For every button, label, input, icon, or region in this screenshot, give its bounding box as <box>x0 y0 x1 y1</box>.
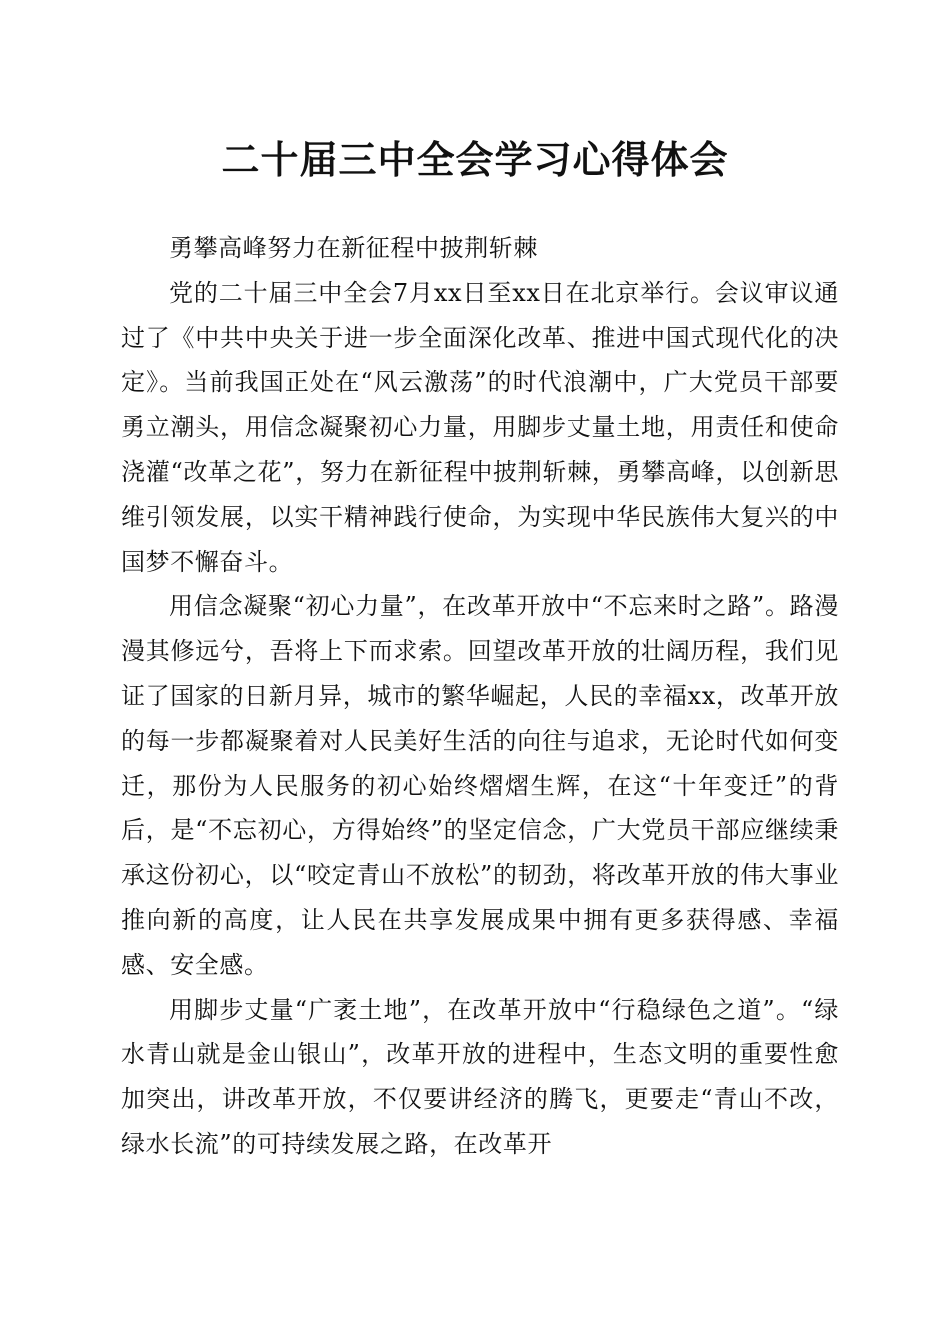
paragraph-3: 用脚步丈量“广袤土地”，在改革开放中“行稳绿色之道”。“绿水青山就是金山银山”，改革开放的进程中，生态文明的重要性愈加突出，讲改革开放，不仅要讲经济的腾飞，更要走“青山不改，绿水长流”的可持续发展之路，在改革开 <box>121 995 839 1158</box>
paragraph-1: 党的二十届三中全会7月xx日至xx日在北京举行。会议审议通过了《中共中央关于进一步全面深化改革、推进中国式现代化的决定》。当前我国正处在“风云激荡”的时代浪潮中，广大党员干部要勇立潮头，用信念凝聚初心力量，用脚步丈量土地，用责任和使命浇灌“改革之花”，努力在新征程中披荆斩棘，勇攀高峰，以创新思维引领发展，以实干精神践行使命，为实现中华民族伟大复兴的中国梦不懈奋斗。 <box>121 278 839 576</box>
document-subtitle: 勇攀高峰努力在新征程中披荆斩棘 <box>169 234 538 262</box>
paragraph-2: 用信念凝聚“初心力量”，在改革开放中“不忘来时之路”。路漫漫其修远兮，吾将上下而求索。回望改革开放的壮阔历程，我们见证了国家的日新月异，城市的繁华崛起，人民的幸福xx，改革开放的每一步都凝聚着对人民美好生活的向往与追求，无论时代如何变迁，那份为人民服务的初心始终熠熠生辉，在这“十年变迁”的背后，是“不忘初心，方得始终”的坚定信念，广大党员干部应继续秉承这份初心，以“咬定青山不放松”的韧劲，将改革开放的伟大事业推向新的高度，让人民在共享发展成果中拥有更多获得感、幸福感、安全感。 <box>121 592 839 979</box>
document-title: 二十届三中全会学习心得体会 <box>221 137 729 182</box>
document-body <box>121 226 839 1167</box>
